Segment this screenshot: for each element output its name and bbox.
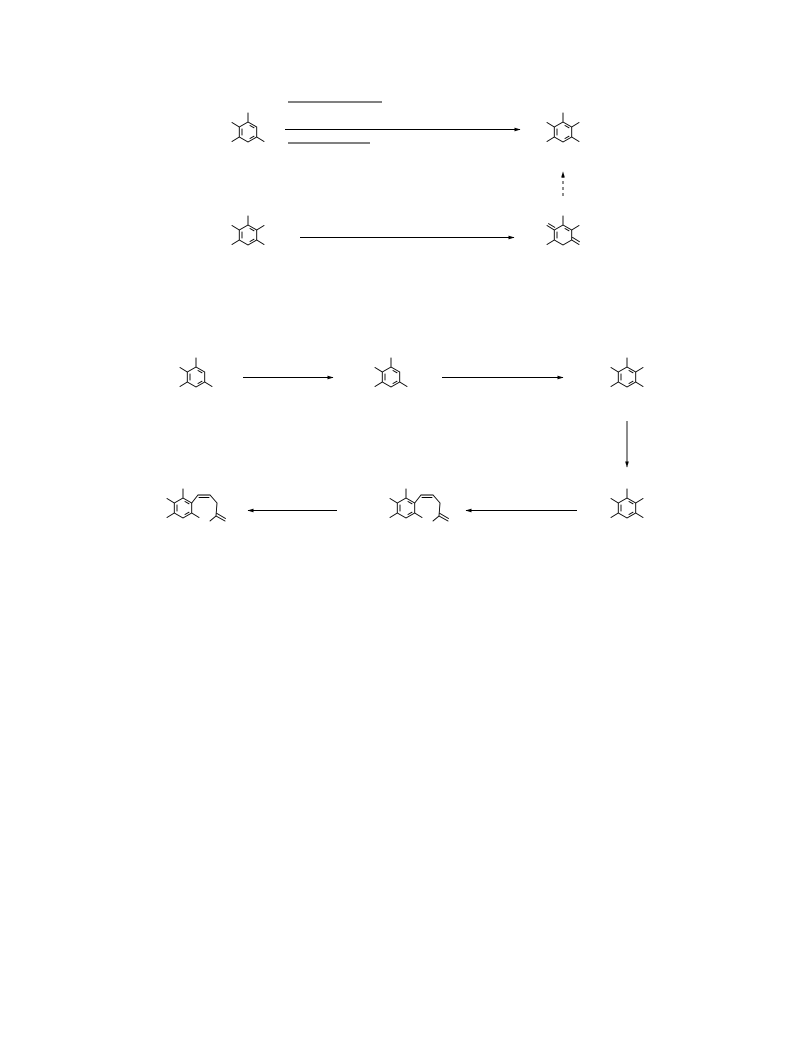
molecule-quinodimethane-intermediate	[547, 216, 580, 245]
molecule-tetramethylbenzene-product	[547, 113, 579, 142]
molecule-dimethylbenzene-start	[232, 216, 264, 245]
molecule-trimethylbenzene-b	[375, 358, 407, 387]
molecule-trimethylbenzene-start	[232, 113, 264, 142]
molecule-tetramethylbenzene-c	[611, 358, 643, 387]
molecule-alkenyl-arene-f	[167, 489, 226, 521]
molecule-pentamethylbenzene-d	[611, 489, 643, 518]
molecule-trimethylbenzene-a	[180, 358, 212, 387]
molecule-alkenyl-arene-e	[390, 489, 449, 521]
